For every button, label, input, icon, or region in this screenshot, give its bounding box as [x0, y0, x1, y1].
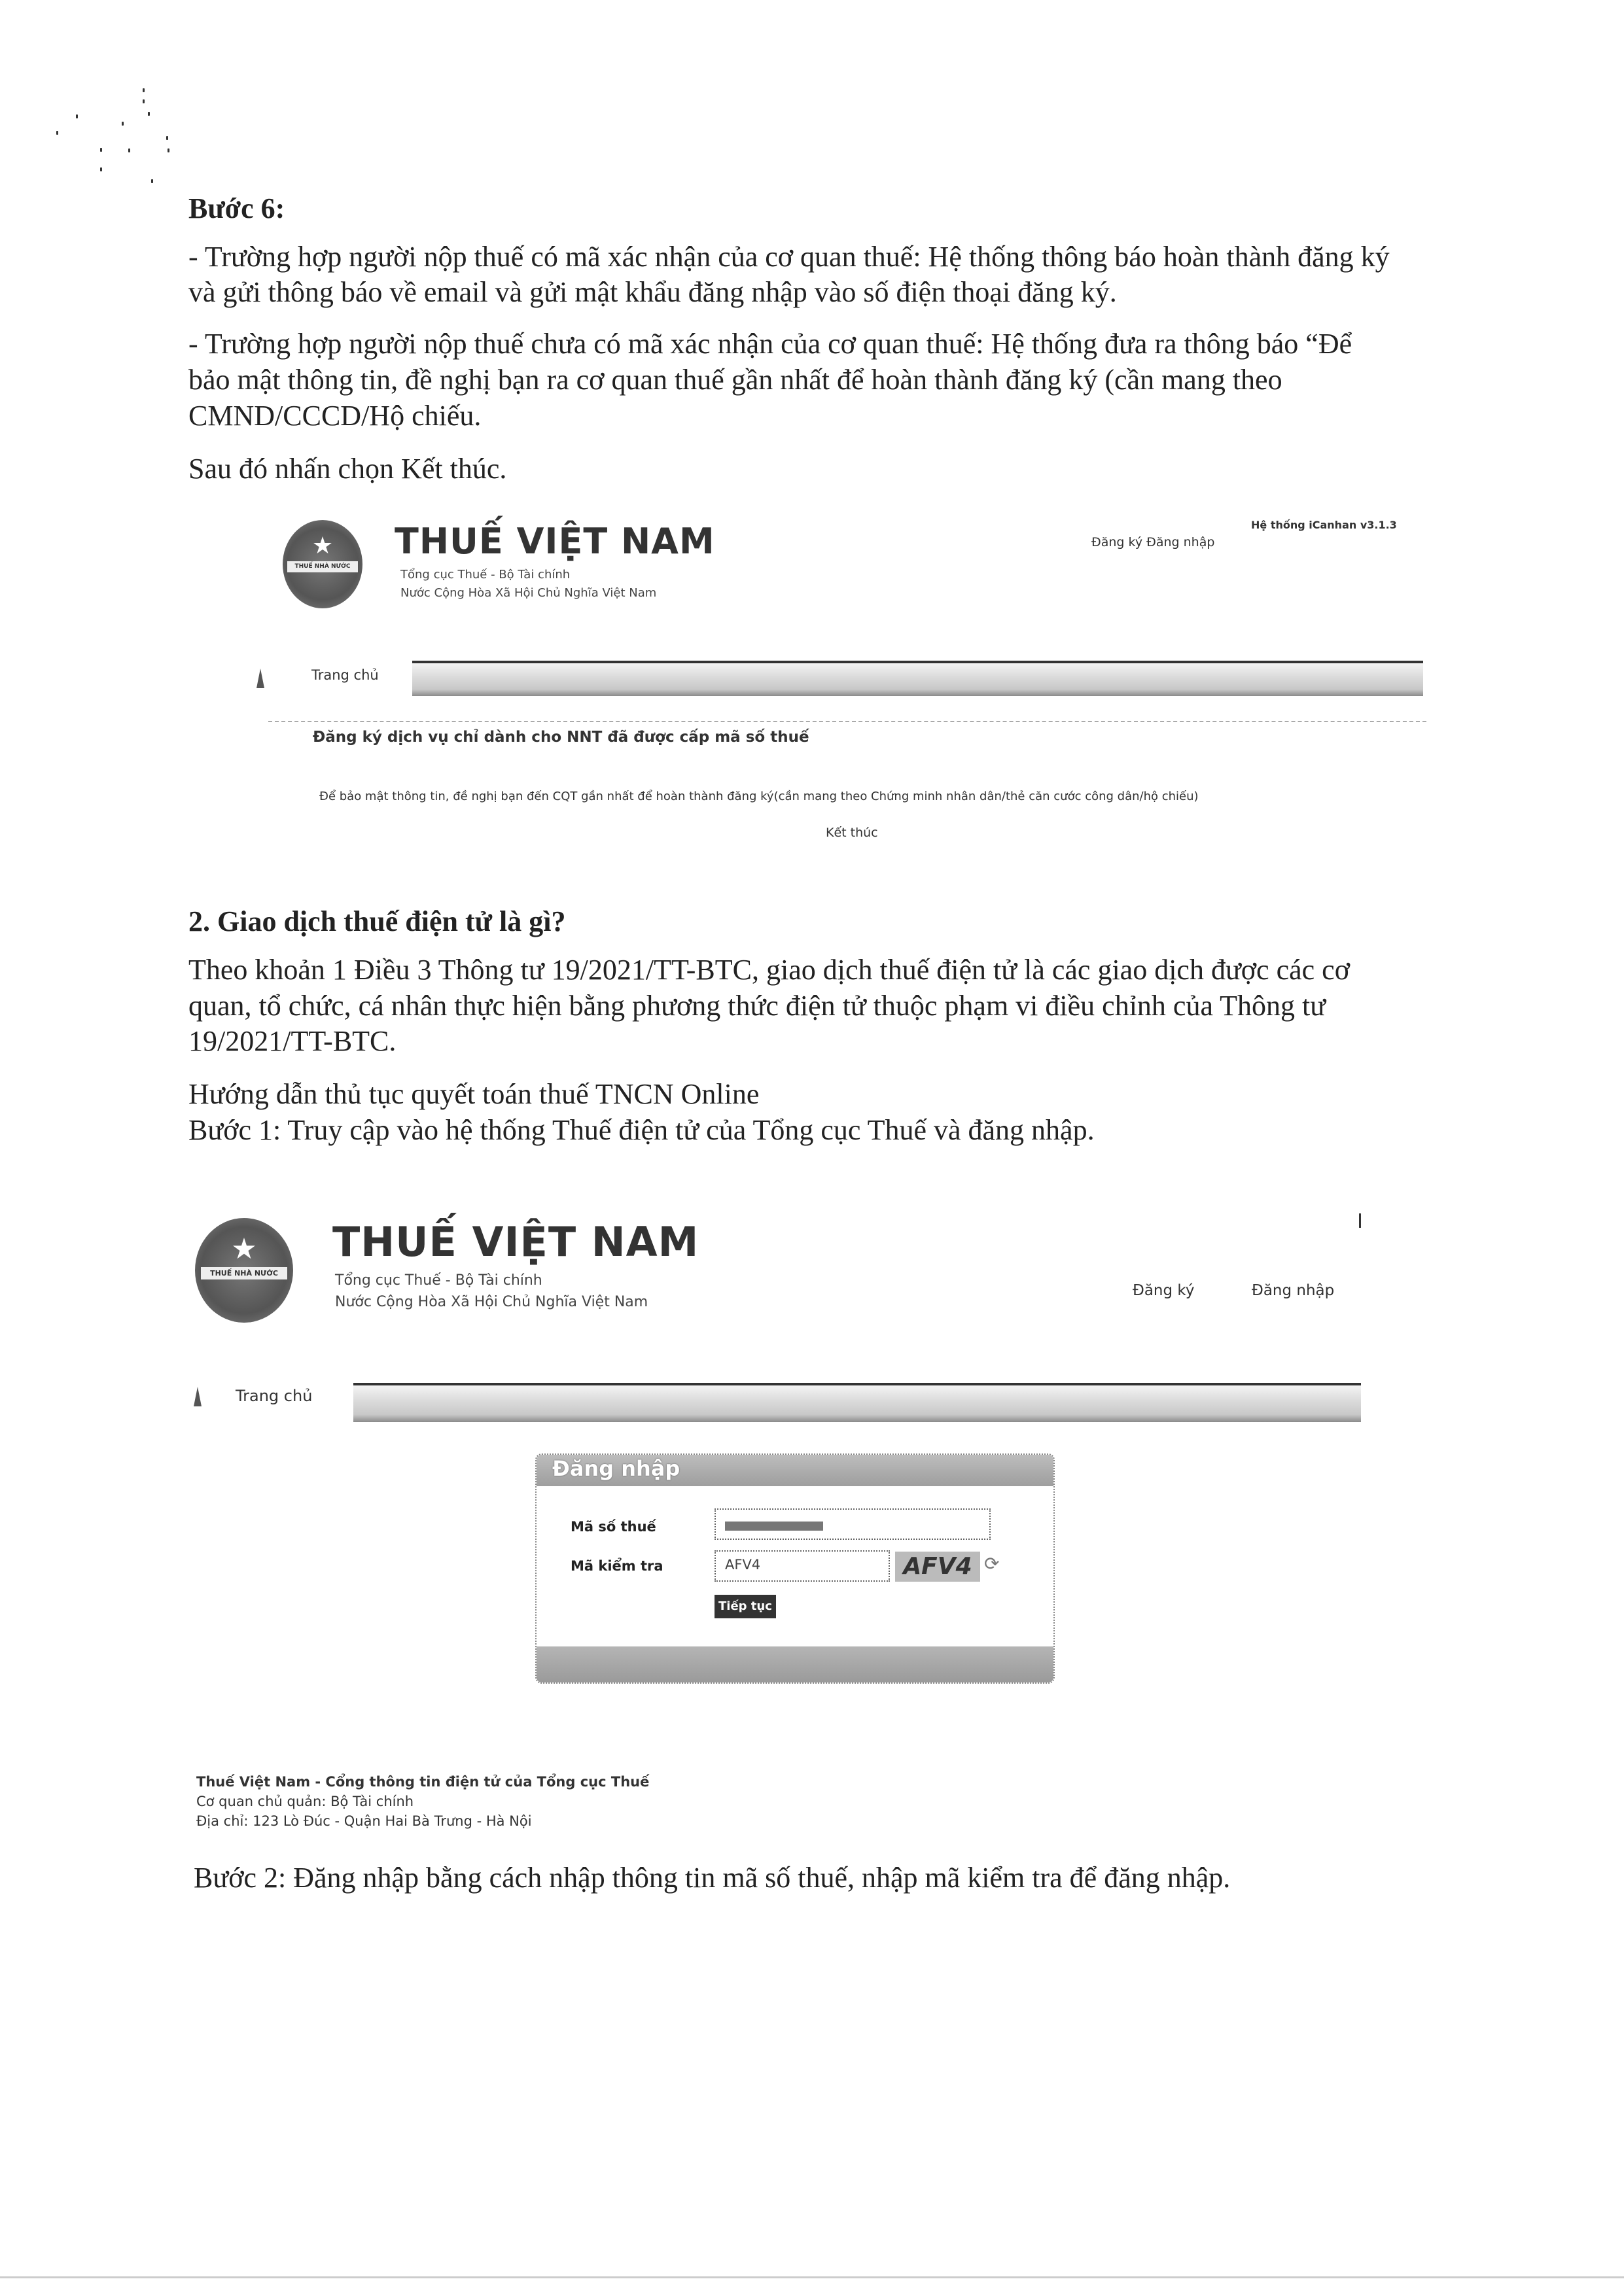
scan-speck [122, 122, 124, 126]
step6-heading: Bước 6: [188, 192, 285, 224]
section2-body-line1: Theo khoản 1 Điều 3 Thông tư 19/2021/TT-BTC, giao dịch thuế điện tử là các giao dịch được các cơ [188, 954, 1350, 986]
home-icon [194, 1387, 202, 1406]
star-icon: ★ [231, 1232, 257, 1266]
brand-subtitle-1: Tổng cục Thuế - Bộ Tài chính [400, 568, 571, 582]
scan-speck [100, 148, 102, 152]
page-bottom-edge [0, 2276, 1624, 2278]
tax-code-label: Mã số thuế [571, 1519, 656, 1535]
scan-speck [166, 136, 168, 140]
section-title: Đăng ký dịch vụ chỉ dành cho NNT đã được cấp mã số thuế [313, 729, 809, 746]
scan-speck [168, 148, 169, 152]
footer-line-3: Địa chỉ: 123 Lò Đúc - Quận Hai Bà Trưng - Hà Nội [196, 1813, 532, 1829]
emblem-logo [195, 1218, 293, 1323]
brand-subtitle-2: Nước Cộng Hòa Xã Hội Chủ Nghĩa Việt Nam [335, 1294, 648, 1310]
brand-title: THUẾ VIỆT NAM [332, 1218, 699, 1266]
footer-line-1: Thuế Việt Nam - Cổng thông tin điện tử của Tổng cục Thuế [196, 1774, 650, 1790]
emblem-logo [283, 520, 362, 608]
scan-speck [151, 179, 153, 183]
nav-bar [412, 661, 1423, 696]
step6-after: Sau đó nhấn chọn Kết thúc. [188, 453, 507, 485]
star-icon: ★ [311, 532, 334, 559]
home-link[interactable]: Trang chủ [236, 1387, 313, 1405]
scan-speck [100, 167, 102, 171]
step6-case1-line1: - Trường hợp người nộp thuế có mã xác nhận của cơ quan thuế: Hệ thống thông báo hoàn thành đăng ký [188, 241, 1390, 273]
guide-title: Hướng dẫn thủ tục quyết toán thuế TNCN Online [188, 1078, 760, 1110]
section2-body-line2: quan, tổ chức, cá nhân thực hiện bằng phương thức điện tử thuộc phạm vi điều chỉnh của Thông tư [188, 990, 1326, 1022]
step6-case2-line3: CMND/CCCD/Hộ chiếu. [188, 400, 482, 432]
logo-band-text: THUẾ NHÀ NƯỚC [201, 1267, 287, 1279]
footer-line-2: Cơ quan chủ quản: Bộ Tài chính [196, 1794, 414, 1809]
step1-text: Bước 1: Truy cập vào hệ thống Thuế điện tử của Tổng cục Thuế và đăng nhập. [188, 1114, 1095, 1146]
home-icon [256, 669, 264, 688]
security-message: Để bảo mật thông tin, đề nghị bạn đến CQT gần nhất để hoàn thành đăng ký(cần mang theo Chứng minh nhân dân/thẻ căn cước công dân/hộ chiếu) [319, 790, 1199, 803]
scan-speck [76, 114, 78, 118]
login-form-footer [537, 1646, 1053, 1682]
login-form [535, 1453, 1055, 1684]
step6-case2-line1: - Trường hợp người nộp thuế chưa có mã xác nhận của cơ quan thuế: Hệ thống đưa ra thông báo “Để [188, 328, 1352, 360]
step6-case1-line2: và gửi thông báo về email và gửi mật khẩu đăng nhập vào số điện thoại đăng ký. [188, 276, 1117, 308]
scan-speck [128, 148, 130, 152]
cursor-mark [1359, 1213, 1361, 1228]
step6-case2-line2: bảo mật thông tin, đề nghị bạn ra cơ quan thuế gần nhất để hoàn thành đăng ký (cần mang theo [188, 364, 1282, 396]
scan-speck [143, 88, 145, 92]
login-form-header [537, 1455, 1053, 1486]
brand-title: THUẾ VIỆT NAM [395, 521, 715, 562]
step2-text: Bước 2: Đăng nhập bằng cách nhập thông tin mã số thuế, nhập mã kiểm tra để đăng nhập. [194, 1862, 1231, 1894]
divider [268, 721, 1426, 722]
scan-speck [56, 131, 58, 135]
home-link[interactable]: Trang chủ [311, 667, 379, 683]
captcha-input[interactable]: AFV4 [715, 1550, 890, 1582]
finish-button[interactable]: Kết thúc [826, 826, 878, 840]
brand-subtitle-2: Nước Cộng Hòa Xã Hội Chủ Nghĩa Việt Nam [400, 586, 657, 600]
scan-speck [143, 99, 145, 103]
register-login-links[interactable]: Đăng ký Đăng nhập [1091, 535, 1215, 549]
continue-button[interactable]: Tiếp tục [715, 1595, 776, 1618]
login-form-title: Đăng nhập [552, 1456, 680, 1481]
register-link[interactable]: Đăng ký [1133, 1282, 1195, 1299]
system-version: Hệ thống iCanhan v3.1.3 [1251, 519, 1397, 531]
logo-band-text: THUẾ NHÀ NƯỚC [287, 561, 357, 572]
refresh-icon[interactable]: ⟳ [984, 1553, 1000, 1574]
captcha-image: AFV4 [895, 1552, 980, 1582]
section2-body-line3: 19/2021/TT-BTC. [188, 1025, 397, 1057]
login-link[interactable]: Đăng nhập [1252, 1282, 1335, 1299]
section2-heading: 2. Giao dịch thuế điện tử là gì? [188, 905, 566, 937]
nav-bar [353, 1383, 1361, 1422]
redacted-value [725, 1522, 823, 1531]
scan-speck [148, 112, 150, 116]
tax-code-input[interactable] [715, 1508, 991, 1540]
brand-subtitle-1: Tổng cục Thuế - Bộ Tài chính [335, 1272, 542, 1289]
captcha-label: Mã kiểm tra [571, 1558, 663, 1574]
